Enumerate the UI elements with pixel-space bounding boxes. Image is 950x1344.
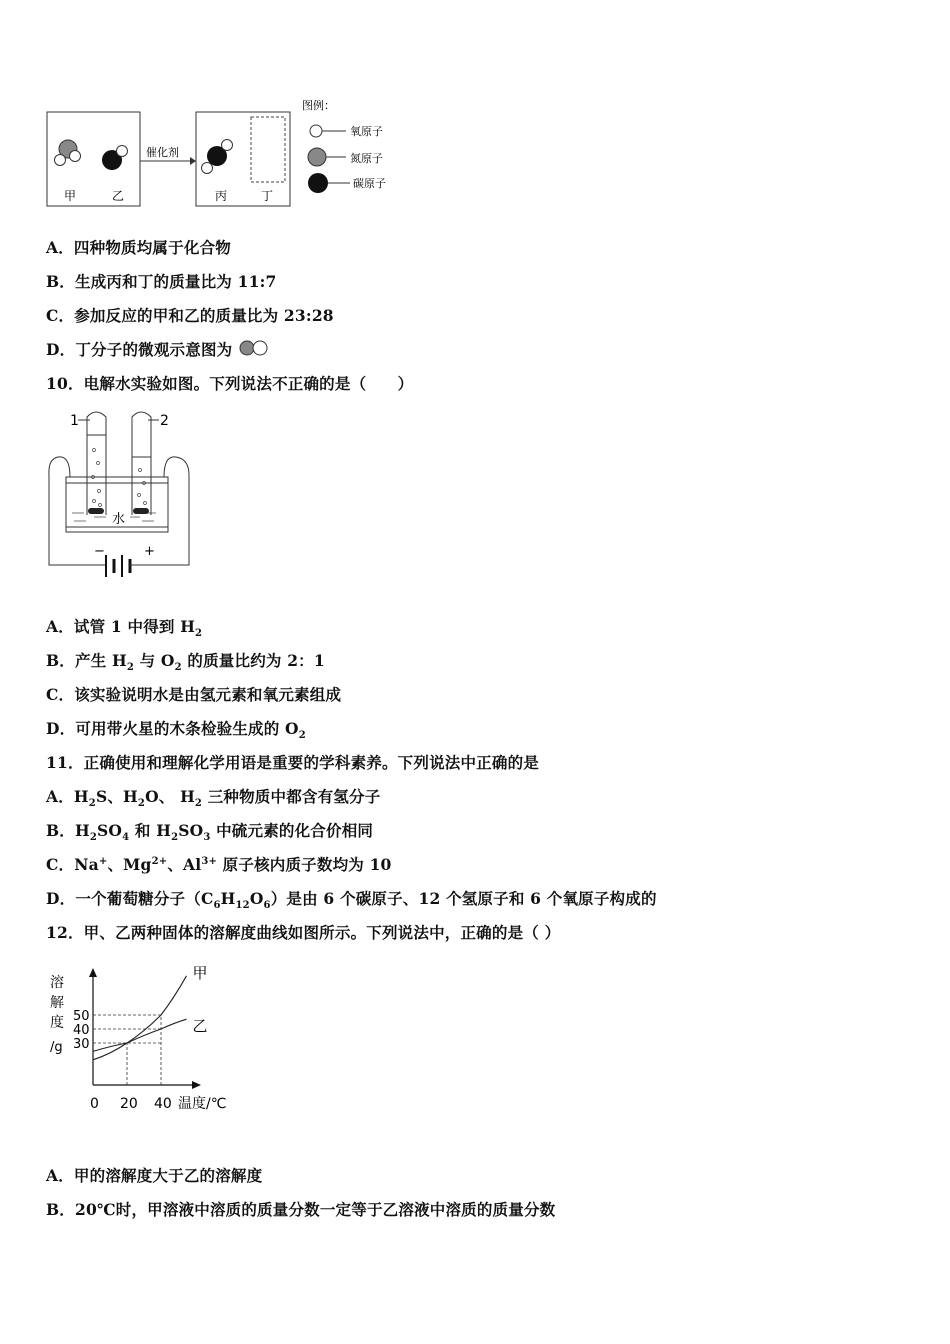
q12-stem: 12．甲、乙两种固体的溶解度曲线如图所示。下列说法中，正确的是（ ） — [46, 923, 561, 942]
oxygen-atom-icon — [70, 151, 81, 162]
subscript: 4 — [122, 832, 130, 844]
q10-b-text: B．产生 H — [46, 651, 127, 670]
t: O、 H — [145, 787, 195, 806]
test-tube-2 — [132, 412, 151, 515]
q10-option-a — [46, 615, 202, 639]
q12-option-a: A．甲的溶解度大于乙的溶解度 — [46, 1166, 263, 1185]
x-tick-label-0: 0 — [90, 1096, 99, 1112]
q9-option-d — [46, 338, 270, 360]
subscript: 2 — [174, 662, 182, 674]
q11-stem: 11．正确使用和理解化学用语是重要的学科素养。下列说法中正确的是 — [46, 753, 539, 772]
q10-b-text: 与 O — [134, 651, 175, 670]
subscript: 2 — [137, 798, 146, 810]
q11-option-a — [46, 785, 380, 809]
t: 和 H — [129, 821, 172, 840]
legend-nitrogen-icon — [308, 148, 326, 166]
t: 、Mg — [107, 855, 152, 874]
q9-option-a: A．四种物质均属于化合物 — [46, 238, 231, 257]
y-label-3: 度 — [50, 1015, 64, 1031]
subscript: 2 — [89, 832, 98, 844]
catalyst-label: 催化剂 — [146, 146, 179, 159]
subscript: 2 — [194, 798, 203, 810]
electrode-1 — [88, 508, 104, 514]
x-axis-arrow-icon — [192, 1081, 201, 1089]
positive-terminal: + — [144, 544, 155, 559]
legend-carbon-label: 碳原子 — [353, 177, 386, 190]
q11-option-c — [46, 853, 392, 875]
subscript: 2 — [126, 662, 135, 674]
q12-option-b: B．20℃时，甲溶液中溶质的质量分数一定等于乙溶液中溶质的质量分数 — [46, 1200, 556, 1219]
q9-option-b: B．生成丙和丁的质量比为 11:7 — [46, 272, 277, 291]
superscript: 3+ — [201, 855, 218, 867]
q11-option-b — [46, 819, 373, 843]
negative-terminal: − — [94, 544, 105, 559]
t: D．一个葡萄糖分子（C — [46, 889, 214, 908]
electrolysis-diagram — [44, 405, 204, 590]
t: 三种物质中都含有氢分子 — [202, 787, 381, 806]
label-yi: 乙 — [112, 189, 125, 203]
q10-option-d — [46, 717, 306, 741]
y-tick-label-50: 50 — [73, 1009, 90, 1024]
legend-title: 图例： — [302, 99, 335, 112]
tube-2-label: 2 — [160, 413, 169, 429]
superscript: 2+ — [151, 855, 168, 867]
subscript: 6 — [213, 900, 221, 912]
q10-option-b — [46, 649, 325, 673]
y-label-1: 溶 — [50, 975, 64, 991]
solubility-chart — [44, 965, 244, 1120]
q11-option-d — [46, 887, 657, 911]
t: H — [220, 889, 236, 908]
label-ding: 丁 — [261, 189, 274, 203]
t: 中硫元素的化合价相同 — [210, 821, 374, 840]
q9-option-c: C．参加反应的甲和乙的质量比为 23:28 — [46, 306, 334, 325]
t: 、Al — [167, 855, 202, 874]
t: C．Na — [46, 855, 99, 874]
oxygen-atom-icon — [202, 163, 213, 174]
subscript: 2 — [88, 798, 96, 810]
x-tick-label-40: 40 — [154, 1096, 172, 1112]
legend-oxygen-icon — [310, 125, 322, 137]
reaction-diagram — [40, 95, 400, 215]
superscript: + — [98, 855, 108, 867]
label-bing: 丙 — [215, 189, 228, 203]
y-label-2: 解 — [50, 995, 64, 1011]
q10-stem: 10．电解水实验如图。下列说法不正确的是（ ） — [46, 374, 414, 393]
subscript: 2 — [171, 832, 179, 844]
y-tick-label-40: 40 — [73, 1023, 90, 1038]
y-label-4: /g — [50, 1040, 63, 1055]
t: SO — [178, 821, 204, 840]
subscript: 2 — [298, 730, 306, 742]
t: B．H — [46, 821, 90, 840]
series-line-乙 — [93, 1019, 187, 1051]
q10-a-text: A．试管 1 中得到 H — [46, 617, 196, 636]
molecule-icon — [238, 339, 270, 357]
legend-nitrogen-label: 氮原子 — [350, 152, 383, 165]
y-axis-arrow-icon — [89, 968, 97, 977]
legend-oxygen-label: 氧原子 — [350, 125, 383, 138]
subscript: 2 — [195, 628, 203, 640]
q9-option-d-text: D．丁分子的微观示意图为 — [46, 340, 233, 359]
y-tick-label-30: 30 — [73, 1037, 90, 1052]
t: ）是由 6 个碳原子、12 个氢原子和 6 个氧原子构成的 — [270, 889, 657, 908]
subscript: 6 — [263, 900, 271, 912]
legend-carbon-icon — [308, 173, 328, 193]
tube-1-label: 1 — [70, 413, 79, 429]
x-axis-label: 温度/℃ — [178, 1096, 227, 1112]
series-label-甲: 甲 — [192, 965, 208, 982]
oxygen-atom-icon — [117, 146, 128, 157]
label-jia: 甲 — [64, 189, 77, 203]
oxygen-atom-icon — [55, 155, 66, 166]
t: SO — [97, 821, 123, 840]
q10-d-text: D．可用带火星的木条检验生成的 O — [46, 719, 299, 738]
t: S、H — [95, 787, 138, 806]
water-label: 水 — [112, 512, 126, 527]
subscript: 3 — [203, 832, 211, 844]
oxygen-atom-icon — [222, 140, 233, 151]
electrode-2 — [133, 508, 149, 514]
series-label-乙: 乙 — [192, 1017, 208, 1036]
t: A．H — [46, 787, 89, 806]
subscript: 12 — [235, 900, 250, 912]
t: O — [249, 889, 264, 908]
q10-b-text: 的质量比约为 2：1 — [181, 651, 325, 670]
arrow-head-icon — [190, 157, 196, 165]
t: 原子核内质子数均为 10 — [217, 855, 392, 874]
x-tick-label-20: 20 — [120, 1096, 138, 1112]
unknown-molecule-box — [251, 117, 285, 182]
q10-option-c: C．该实验说明水是由氢元素和氧元素组成 — [46, 685, 342, 704]
